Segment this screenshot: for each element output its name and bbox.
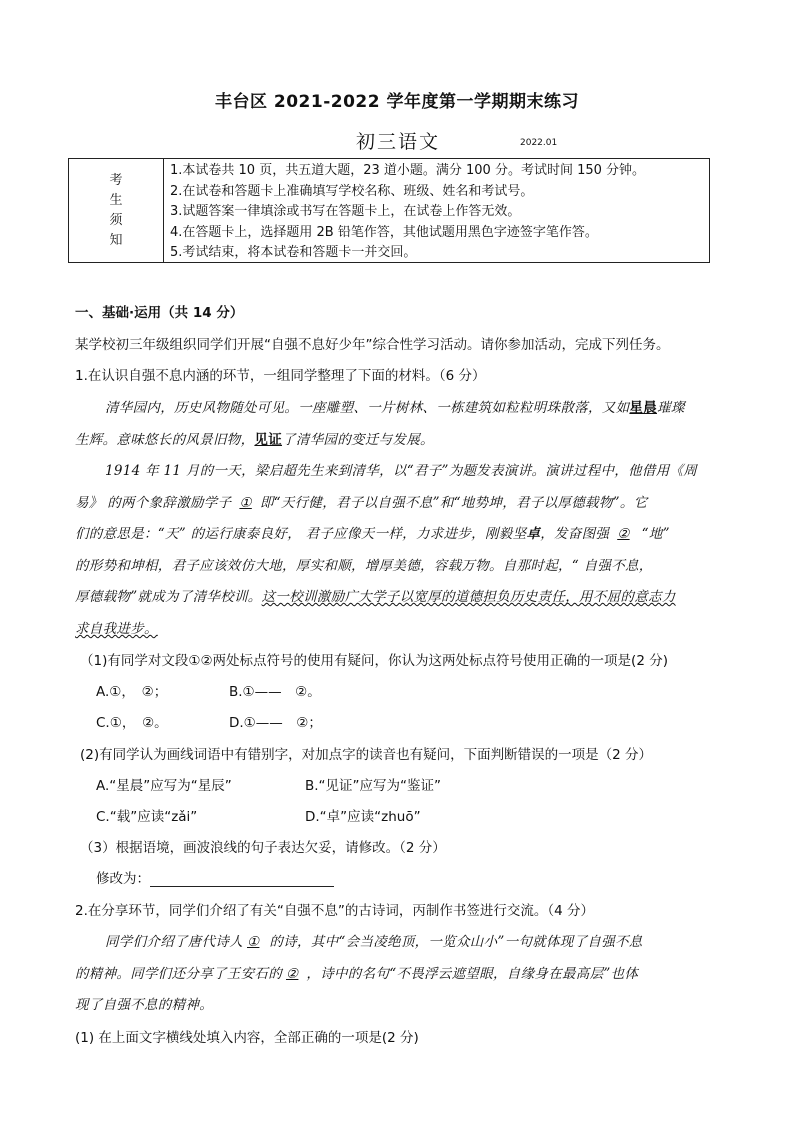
- blank-marker: ②: [286, 966, 299, 982]
- notice-item: 4.在答题卡上，选择题用 2B 铅笔作答，其他试题用黑色字迹签字笔作答。: [170, 224, 598, 240]
- option-c: C.①， ②。: [96, 715, 168, 731]
- q2-passage-line: 的精神。同学们还分享了王安石的 ② ，诗中的名句“不畏浮云遮望眼，自缘身在最高层”也体: [75, 966, 639, 982]
- q1-passage-line: 生辉。意味悠长的风景旧物，见证了清华园的变迁与发展。: [75, 432, 434, 448]
- blank-marker: ①: [239, 495, 252, 511]
- notice-items: [164, 159, 709, 262]
- q1-passage-line: [75, 617, 158, 637]
- q1-sub1-stem: （1)有同学对文段①②两处标点符号的使用有疑问，你认为这两处标点符号使用正确的一项是(2 分): [80, 653, 668, 669]
- q1-passage-line: 们的意思是：“天” 的运行康泰良好， 君子应像天一样，力求进步，刚毅坚卓，发奋图强 ② “地”: [75, 526, 670, 542]
- q1-sub3-stem: （3）根据语境，画波浪线的句子表达欠妥，请修改。（2 分）: [80, 840, 446, 856]
- notice-label: [69, 159, 164, 262]
- exam-title: 丰台区 2021-2022 学年度第一学期期末练习: [214, 92, 580, 112]
- q1-passage-line: 1914 年 11 月的一天，梁启超先生来到清华，以“君子”为题发表演讲。演讲过程中，他借用《周: [105, 463, 698, 479]
- q2-passage-line: 同学们介绍了唐代诗人 ① 的诗，其中“会当凌绝顶，一览众山小”一句就体现了自强不息: [105, 934, 643, 950]
- option-a: A.①， ②；: [96, 684, 168, 700]
- q2-sub1-stem: (1) 在上面文字横线处填入内容，全部正确的一项是(2 分): [75, 1030, 419, 1046]
- q1-passage-line: 清华园内，历史风物随处可见。一座雕塑、一片树林、一栋建筑如粒粒明珠散落，又如星晨璀璨: [105, 400, 685, 416]
- wavy-sentence: 这一校训激励广大学子以宽厚的道德担负历史责任，用不屈的意志力: [261, 589, 676, 605]
- answer-blank[interactable]: [150, 872, 334, 887]
- underlined-word: 见证: [254, 432, 283, 448]
- dotted-char: 卓: [526, 526, 541, 542]
- notice-label-char: 生: [109, 192, 123, 208]
- option-a: A.“星晨”应写为“星辰”: [96, 778, 232, 794]
- notice-label-char: 考: [109, 172, 123, 188]
- q1-passage-line: 厚德载物”就成为了清华校训。这一校训激励广大学子以宽厚的道德担负历史责任，用不屈的意志力: [75, 589, 676, 605]
- notice-label-char: 须: [109, 212, 123, 228]
- notice-item: 3.试题答案一律填涂或书写在答题卡上，在试卷上作答无效。: [170, 204, 521, 219]
- section-heading: 一、基础·运用（共 14 分）: [75, 305, 244, 321]
- notice-item: 5.考试结束，将本试卷和答题卡一并交回。: [170, 245, 417, 260]
- candidate-notice-table: [68, 158, 710, 263]
- wavy-sentence: 求自我进步。: [75, 621, 158, 637]
- section-intro: 某学校初三年级组织同学们开展“自强不息好少年”综合性学习活动。请你参加活动，完成下列任务。: [75, 337, 670, 353]
- q1-passage-line: 的形势和坤相，君子应该效仿大地，厚实和顺，增厚美德，容载万物。自那时起，“ 自强不息，: [75, 558, 653, 574]
- blank-marker: ②: [617, 526, 630, 542]
- exam-subtitle: 初三语文: [356, 131, 441, 153]
- notice-item: 2.在试卷和答题卡上准确填写学校名称、班级、姓名和考试号。: [170, 183, 534, 199]
- option-b: B.①—— ②。: [229, 684, 321, 700]
- option-b: B.“见证”应写为“鉴证”: [305, 778, 442, 794]
- option-d: D.“卓”应读“zhuō”: [305, 809, 421, 825]
- q2-passage-line: 现了自强不息的精神。: [75, 997, 213, 1013]
- notice-label-char: 知: [109, 232, 123, 248]
- answer-line: 修改为：: [96, 867, 334, 887]
- option-d: D.①—— ②；: [229, 715, 322, 731]
- underlined-word: 星晨: [629, 400, 658, 416]
- exam-date: 2022.01: [520, 138, 558, 148]
- blank-marker: ①: [247, 934, 260, 950]
- q1-stem: 1.在认识自强不息内涵的环节，一组同学整理了下面的材料。（6 分）: [75, 368, 486, 384]
- q1-sub2-stem: (2)有同学认为画线词语中有错别字，对加点字的读音也有疑问，下面判断错误的一项是（2 分）: [80, 747, 653, 763]
- q1-passage-line: 易》 的两个象辞激励学子 ① 即“天行健，君子以自强不息”和“地势坤，君子以厚德载物”。它: [75, 495, 648, 511]
- notice-item: 1.本试卷共 10 页，共五道大题，23 道小题。满分 100 分。考试时间 150 分钟。: [170, 163, 646, 178]
- q2-stem: 2.在分享环节，同学们介绍了有关“自强不息”的古诗词，丙制作书签进行交流。（4 分）: [75, 903, 594, 919]
- option-c: C.“载”应读“zǎi”: [96, 809, 198, 825]
